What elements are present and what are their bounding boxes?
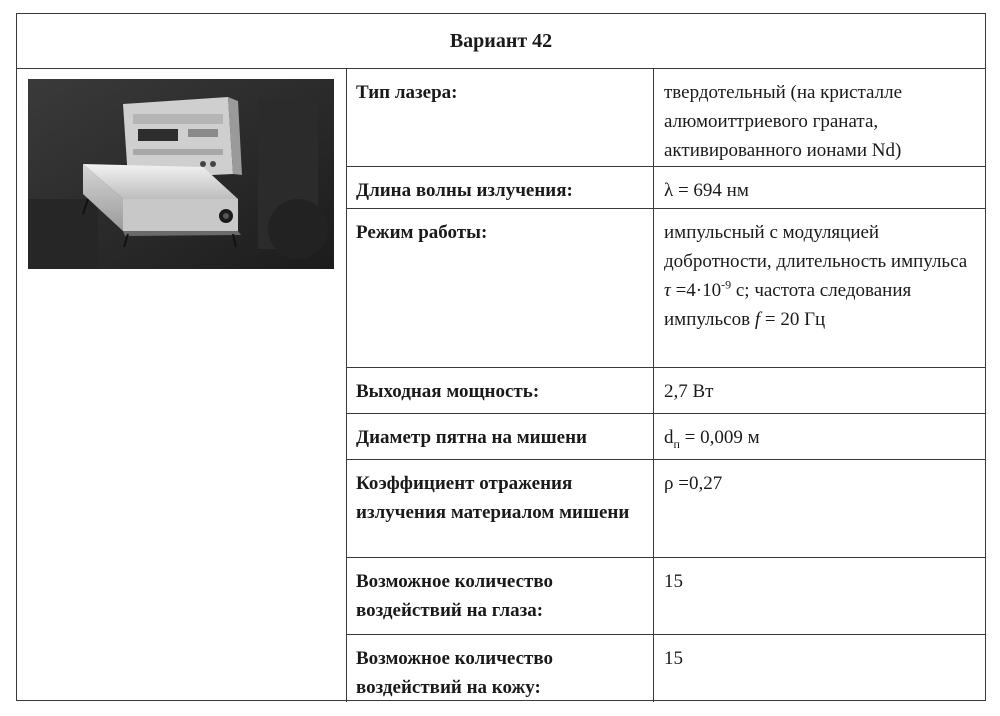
photo-cell (17, 69, 346, 700)
param-row-output-power (347, 368, 985, 414)
param-row-reflection-coefficient (347, 460, 985, 558)
param-name: Возможное количество воздействий на кожу: (347, 635, 654, 702)
value-prefix: импульсный с модуляцией добротности, длительность импульса (664, 222, 968, 272)
param-row-laser-type (347, 69, 985, 167)
param-value: 2,7 Вт (664, 381, 714, 402)
param-value: 15 (664, 648, 683, 669)
param-name: Диаметр пятна на мишени (347, 414, 654, 459)
param-row-wavelength (347, 167, 985, 209)
param-name: Выходная мощность: (347, 368, 654, 413)
param-value (654, 414, 985, 459)
param-row-spot-diameter (347, 414, 985, 460)
tau-unit: с; частота следования импульсов (664, 280, 912, 330)
diameter-symbol: d (664, 427, 674, 448)
diameter-value: = 0,009 м (679, 427, 760, 448)
param-value (654, 209, 985, 367)
diameter-subscript: п (673, 436, 680, 451)
tau-symbol: τ (664, 280, 671, 301)
laser-photo (28, 79, 334, 269)
param-value: λ = 694 нм (664, 180, 749, 201)
param-name: Возможное количество воздействий на глаза: (347, 558, 654, 634)
param-name: Коэффициент отражения излучения материалом мишени (347, 460, 654, 557)
tau-equation: =4·10 (670, 280, 722, 301)
variant-table (16, 13, 986, 701)
f-value: = 20 Гц (760, 309, 826, 330)
param-row-skin-exposures (347, 635, 985, 702)
variant-title: Вариант 42 (17, 14, 985, 69)
param-value: твердотельный (на кристалле алюмоиттриевого граната, активированного ионами Nd) (664, 82, 903, 161)
param-name: Длина волны излучения: (347, 167, 654, 208)
param-row-operating-mode (347, 209, 985, 368)
tau-exponent: -9 (721, 277, 732, 292)
param-row-eye-exposures (347, 558, 985, 635)
parameters-table (346, 69, 985, 702)
param-value: 15 (664, 571, 683, 592)
f-symbol: f (754, 309, 761, 330)
param-value: ρ =0,27 (664, 473, 723, 494)
param-name: Режим работы: (347, 209, 654, 367)
param-name: Тип лазера: (347, 69, 654, 166)
